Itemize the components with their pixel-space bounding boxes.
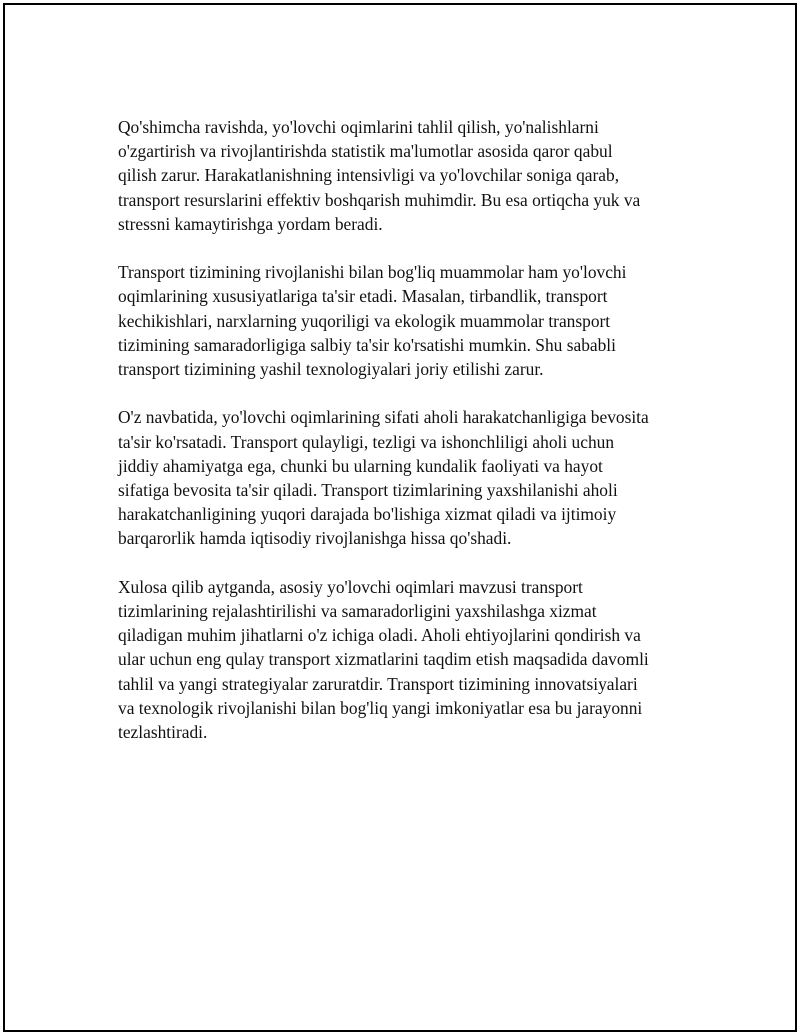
text-line: qilish zarur. Harakatlanishning intensivligi va yo'lovchilar soniga qarab, <box>118 165 620 186</box>
text-line: stressni kamaytirishga yordam beradi. <box>118 213 383 234</box>
paragraph-1 <box>118 115 708 236</box>
paragraph-4 <box>118 575 708 744</box>
text-line: Transport tizimining rivojlanishi bilan bog'liq muammolar ham yo'lovchi <box>118 262 627 283</box>
text-line: tahlil va yangi strategiyalar zaruratdir. Transport tizimining innovatsiyalari <box>118 673 638 694</box>
text-line: transport tizimining yashil texnologiyalari joriy etilishi zarur. <box>118 359 544 380</box>
text-line: oqimlarining xususiyatlariga ta'sir etadi. Masalan, tirbandlik, transport <box>118 286 608 307</box>
text-line: Xulosa qilib aytganda, asosiy yo'lovchi oqimlari mavzusi transport <box>118 576 583 597</box>
paragraph-2 <box>118 260 708 381</box>
text-line: harakatchanligining yuqori darajada bo'lishiga xizmat qiladi va ijtimoiy <box>118 504 617 525</box>
text-line: O'z navbatida, yo'lovchi oqimlarining sifati aholi harakatchanligiga bevosita <box>118 407 649 428</box>
text-line: barqarorlik hamda iqtisodiy rivojlanishga hissa qo'shadi. <box>118 528 512 549</box>
text-line: qiladigan muhim jihatlarni o'z ichiga oladi. Aholi ehtiyojlarini qondirish va <box>118 625 641 646</box>
text-line: kechikishlari, narxlarning yuqoriligi va ekologik muammolar transport <box>118 310 611 331</box>
text-line: tizimining samaradorligiga salbiy ta'sir ko'rsatishi mumkin. Shu sababli <box>118 334 616 355</box>
text-line: ta'sir ko'rsatadi. Transport qulayligi, tezligi va ishonchliligi aholi uchun <box>118 431 615 452</box>
text-line: sifatiga bevosita ta'sir qiladi. Transport tizimlarining yaxshilanishi aholi <box>118 480 618 501</box>
text-line: transport resurslarini effektiv boshqarish muhimdir. Bu esa ortiqcha yuk va <box>118 189 641 210</box>
text-line: tizimlarining rejalashtirilishi va samaradorligini yaxshilashga xizmat <box>118 601 597 622</box>
text-line: Qo'shimcha ravishda, yo'lovchi oqimlarini tahlil qilish, yo'nalishlarni <box>118 117 599 137</box>
paragraph-3 <box>118 405 708 550</box>
text-line: tezlashtiradi. <box>118 722 208 743</box>
text-line: va texnologik rivojlanishi bilan bog'liq yangi imkoniyatlar esa bu jarayonni <box>118 697 643 718</box>
text-line: o'zgartirish va rivojlantirishda statistik ma'lumotlar asosida qaror qabul <box>118 141 613 162</box>
text-line: jiddiy ahamiyatga ega, chunki bu ularning kundalik faoliyati va hayot <box>118 455 603 476</box>
text-line: ular uchun eng qulay transport xizmatlarini taqdim etish maqsadida davomli <box>118 649 649 670</box>
document-body <box>118 115 708 768</box>
